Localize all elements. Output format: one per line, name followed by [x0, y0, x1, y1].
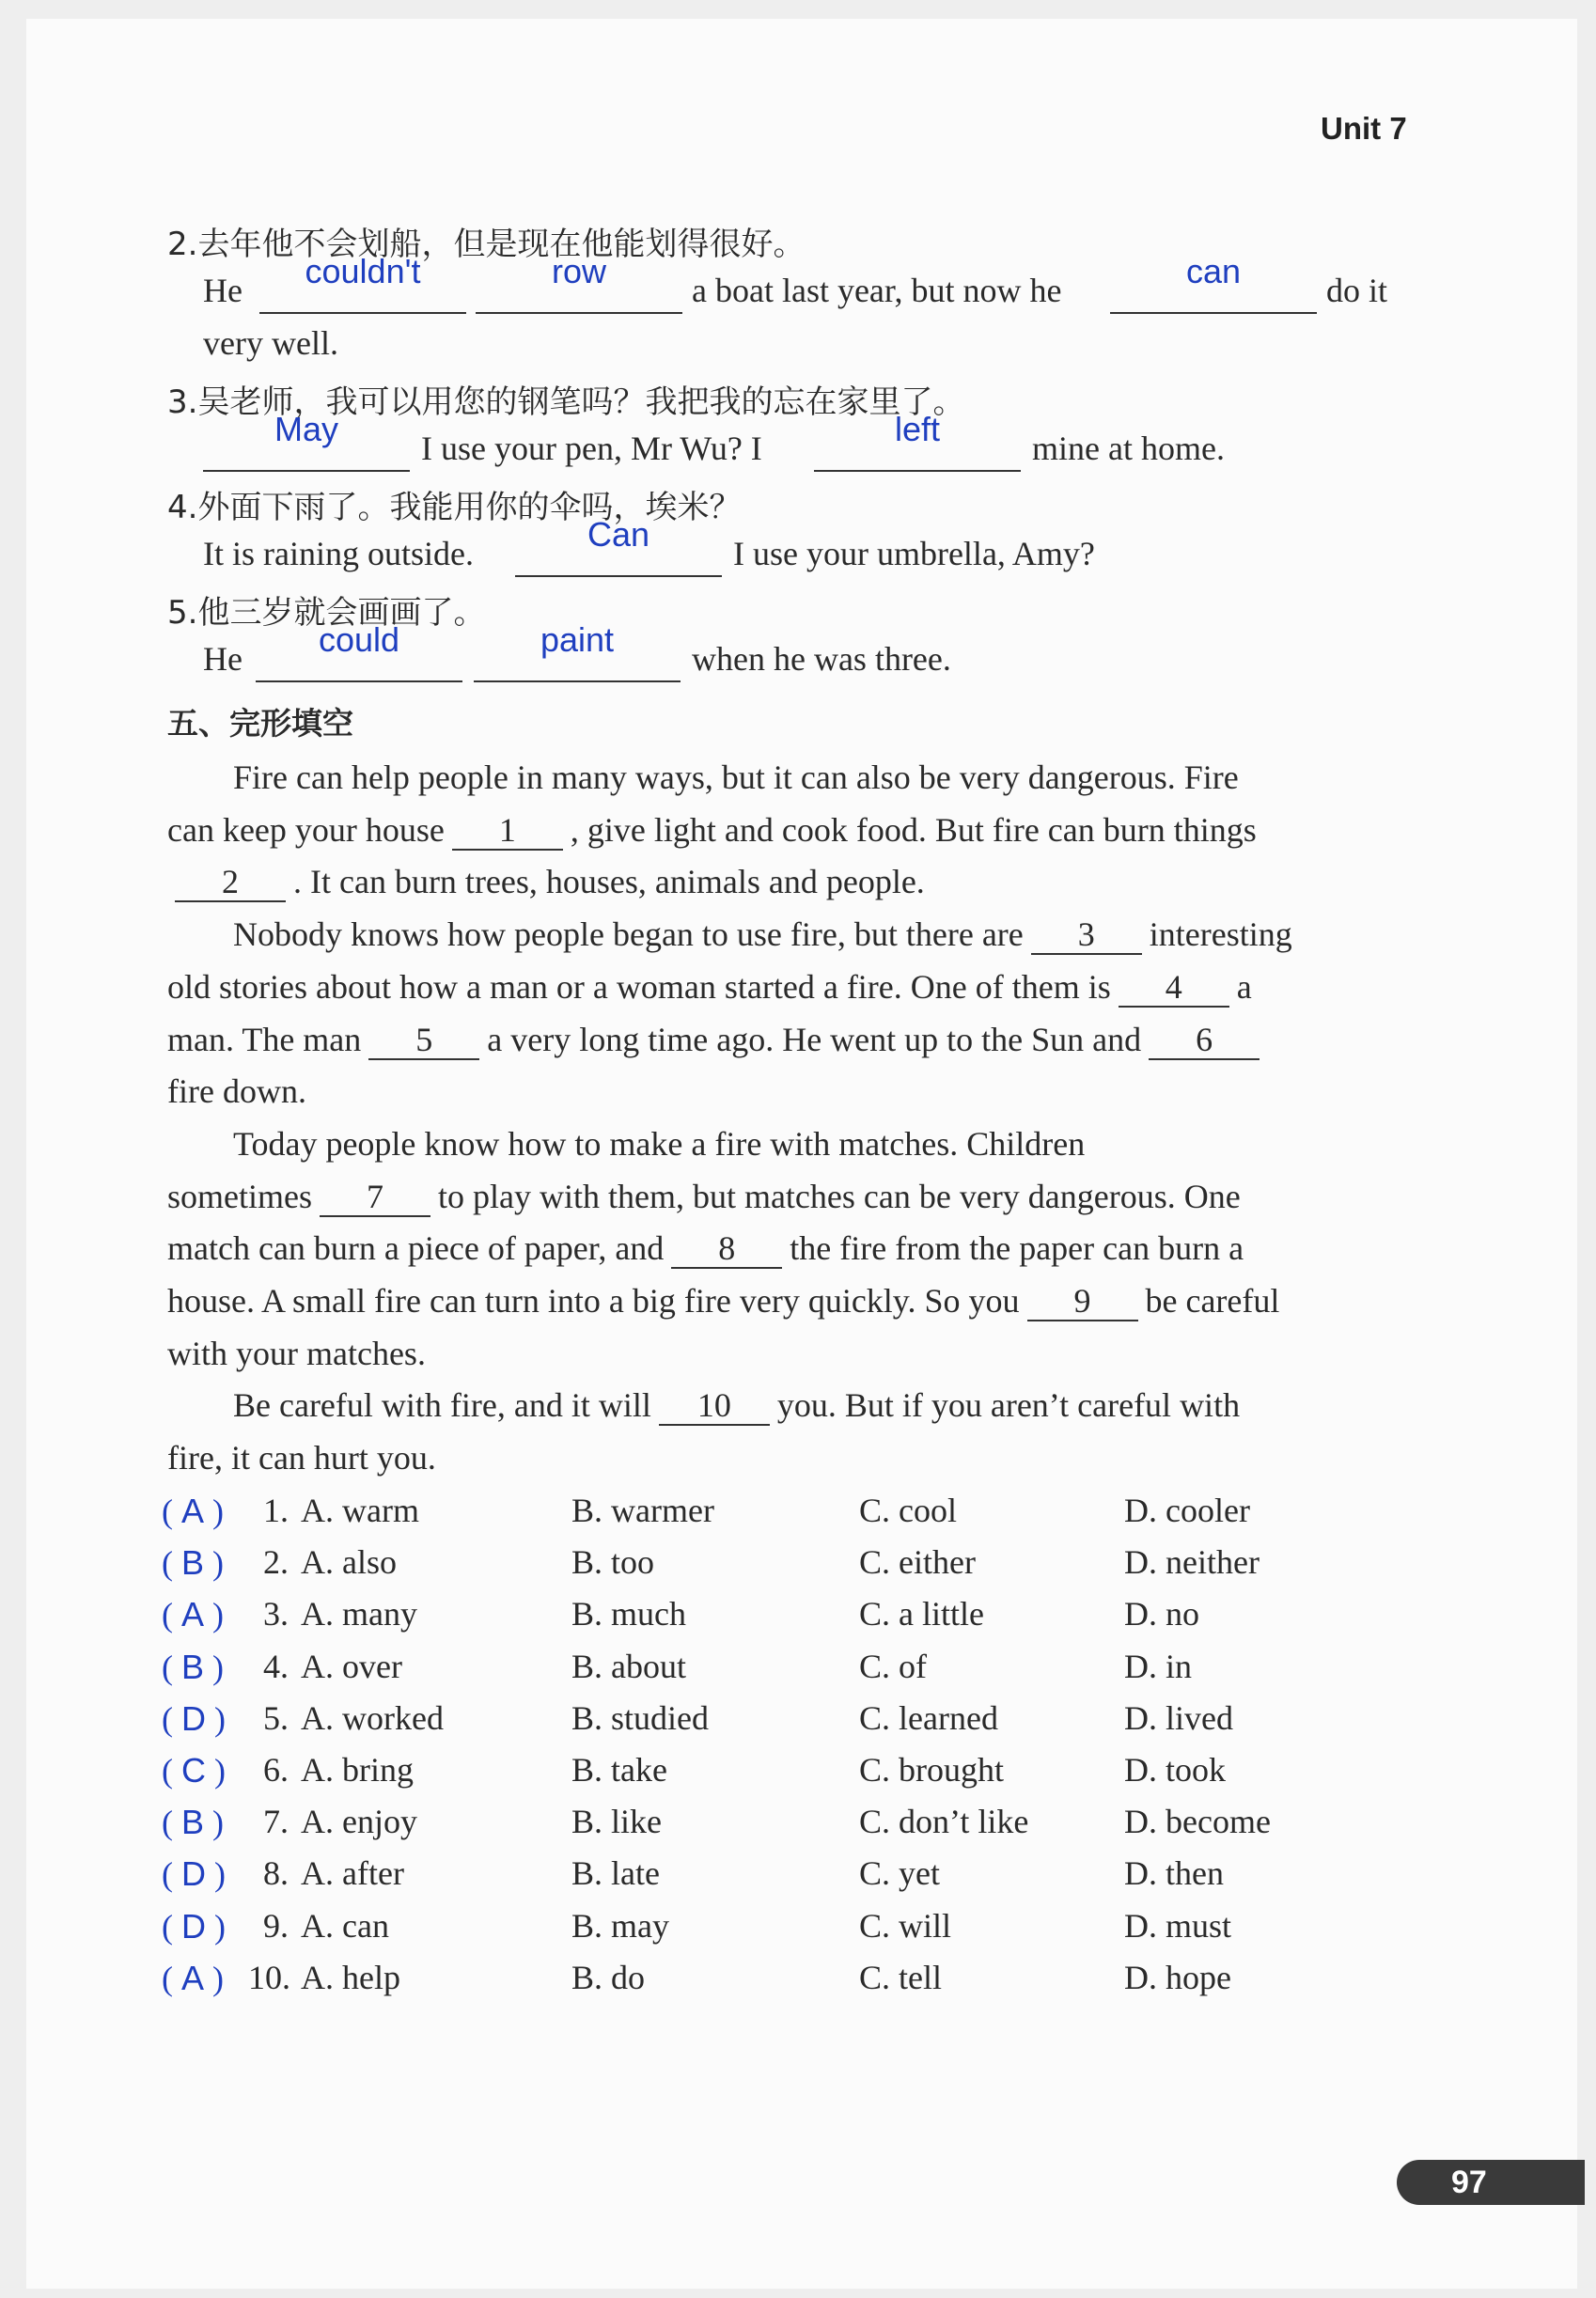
option-d[interactable]: D. hope	[1124, 1959, 1231, 1996]
item-2-blank-1[interactable]	[259, 252, 466, 314]
cloze-heading: 五、完形填空	[167, 705, 353, 742]
option-number: 3.	[263, 1595, 289, 1633]
cloze-text: you. But if you aren’t careful with	[776, 1386, 1241, 1424]
item-4-number: 4.	[167, 489, 198, 526]
cloze-text: Fire can help people in many ways, but it can also be very dangerous. Fire	[233, 758, 1239, 796]
option-row	[162, 1693, 1412, 1744]
option-number: 4.	[263, 1648, 289, 1685]
cloze-line	[167, 1177, 1241, 1217]
item-2-text-2: a boat last year, but now he	[692, 272, 1062, 309]
option-d[interactable]: D. then	[1124, 1854, 1224, 1892]
option-b[interactable]: B. about	[571, 1648, 686, 1685]
answer-choice[interactable]: ( A )	[162, 1595, 225, 1634]
option-c[interactable]: C. brought	[859, 1751, 1005, 1789]
cloze-text: a	[1236, 968, 1252, 1006]
cloze-blank-10[interactable]: 10	[659, 1386, 770, 1426]
option-number: 1.	[263, 1492, 289, 1529]
cloze-text: fire, it can hurt you.	[167, 1439, 436, 1477]
cloze-blank-1[interactable]: 1	[452, 811, 563, 851]
item-4-cn-text: 外面下雨了。我能用你的伞吗，埃米？	[197, 489, 742, 526]
option-b[interactable]: B. take	[571, 1751, 667, 1789]
cloze-line	[233, 758, 1239, 797]
cloze-text: fire down.	[167, 1072, 306, 1110]
option-row	[162, 1952, 1412, 2004]
item-5-cn-text: 他三岁就会画画了。	[197, 594, 486, 632]
cloze-text: Today people know how to make a fire with matches. Children	[233, 1125, 1086, 1163]
item-3-english	[203, 410, 1425, 476]
option-b[interactable]: B. like	[571, 1803, 662, 1840]
option-number: 10.	[248, 1959, 290, 1996]
cloze-blank-7[interactable]: 7	[320, 1178, 430, 1217]
option-a[interactable]: A. many	[301, 1595, 417, 1633]
cloze-blank-4[interactable]: 4	[1119, 968, 1229, 1008]
item-2-answer-2: row	[551, 252, 606, 290]
cloze-text: with your matches.	[167, 1335, 426, 1372]
option-row	[162, 1900, 1412, 1952]
answer-choice[interactable]: ( B )	[162, 1803, 225, 1841]
page-number: 97	[1397, 2160, 1585, 2205]
option-c[interactable]: C. don’t like	[859, 1803, 1029, 1840]
option-c[interactable]: C. either	[859, 1543, 976, 1581]
option-d[interactable]: D. lived	[1124, 1699, 1233, 1737]
cloze-blank-3[interactable]: 3	[1031, 915, 1142, 955]
cloze-blank-5[interactable]: 5	[368, 1021, 479, 1060]
item-4-text-1: It is raining outside.	[203, 535, 474, 572]
answer-choice[interactable]: ( C )	[162, 1751, 226, 1790]
option-a[interactable]: A. warm	[301, 1492, 419, 1529]
cloze-text: a very long time ago. He went up to the Sun and	[487, 1021, 1142, 1058]
cloze-line	[167, 862, 925, 902]
answer-letter: D	[181, 1699, 206, 1738]
cloze-text: match can burn a piece of paper, and	[167, 1229, 665, 1267]
answer-choice[interactable]: ( A )	[162, 1492, 225, 1530]
item-2-answer-1: couldn't	[305, 252, 421, 290]
item-2-blank-3[interactable]	[1110, 252, 1317, 314]
option-a[interactable]: A. also	[301, 1543, 397, 1581]
option-row	[162, 1485, 1412, 1537]
cloze-text: to play with them, but matches can be very dangerous. One	[437, 1178, 1241, 1215]
answer-choice[interactable]: ( D )	[162, 1699, 226, 1738]
option-c[interactable]: C. a little	[859, 1595, 984, 1633]
option-c[interactable]: C. yet	[859, 1854, 940, 1892]
answer-letter: A	[181, 1492, 205, 1530]
option-d[interactable]: D. in	[1124, 1648, 1192, 1685]
option-number: 2.	[263, 1543, 289, 1581]
option-d[interactable]: D. neither	[1124, 1543, 1260, 1581]
option-b[interactable]: B. warmer	[571, 1492, 714, 1529]
item-2-tail: very well.	[203, 324, 338, 362]
option-c[interactable]: C. will	[859, 1907, 952, 1945]
answer-choice[interactable]: ( A )	[162, 1959, 225, 1997]
item-2-blank-2[interactable]	[476, 252, 682, 314]
option-a[interactable]: A. worked	[301, 1699, 444, 1737]
cloze-text: Nobody knows how people began to use fire, but there are	[233, 915, 1024, 953]
item-5-answer-2: paint	[540, 620, 615, 659]
option-d[interactable]: D. become	[1124, 1803, 1271, 1840]
option-d[interactable]: D. must	[1124, 1907, 1232, 1945]
option-number: 5.	[263, 1699, 289, 1737]
answer-letter: B	[181, 1648, 205, 1686]
option-a[interactable]: A. over	[301, 1648, 402, 1685]
cloze-line	[167, 1334, 426, 1373]
option-c[interactable]: C. learned	[859, 1699, 998, 1737]
option-a[interactable]: A. after	[301, 1854, 404, 1892]
answer-choice[interactable]: ( D )	[162, 1854, 226, 1893]
cloze-line	[167, 1228, 1244, 1269]
option-number: 8.	[263, 1854, 289, 1892]
item-5-answer-1: could	[318, 620, 400, 659]
answer-letter: B	[181, 1803, 205, 1841]
cloze-line	[167, 967, 1252, 1008]
option-c[interactable]: C. tell	[859, 1959, 942, 1996]
option-b[interactable]: B. studied	[571, 1699, 710, 1737]
option-b[interactable]: B. too	[571, 1543, 655, 1581]
cloze-text: Be careful with fire, and it will	[233, 1386, 651, 1424]
answer-letter: A	[181, 1595, 205, 1634]
answer-letter: D	[181, 1907, 206, 1946]
option-row	[162, 1848, 1412, 1899]
cloze-blank-9[interactable]: 9	[1027, 1282, 1138, 1321]
option-d[interactable]: D. no	[1124, 1595, 1199, 1633]
cloze-line	[233, 1124, 1085, 1164]
option-c[interactable]: C. cool	[859, 1492, 957, 1529]
item-3-answer-2: left	[894, 410, 941, 448]
item-5-text-1: He	[203, 640, 243, 678]
unit-header: Unit 7	[1321, 111, 1407, 146]
cloze-line	[167, 1438, 436, 1477]
option-row	[162, 1641, 1412, 1693]
cloze-line	[167, 810, 1257, 851]
option-d[interactable]: D. cooler	[1124, 1492, 1250, 1529]
cloze-text: man. The man	[167, 1021, 362, 1058]
option-c[interactable]: C. of	[859, 1648, 927, 1685]
cloze-text: be careful	[1145, 1282, 1280, 1320]
item-3-text-1: I use your pen, Mr Wu? I	[421, 430, 762, 467]
item-4-text-2: I use your umbrella, Amy?	[733, 535, 1095, 572]
cloze-text: . It can burn trees, houses, animals and people.	[293, 863, 925, 900]
option-b[interactable]: B. do	[571, 1959, 646, 1996]
item-3-text-2: mine at home.	[1032, 430, 1225, 467]
item-4-blank-1[interactable]	[515, 515, 722, 577]
cloze-line	[233, 915, 1292, 955]
answer-choice[interactable]: ( B )	[162, 1648, 225, 1686]
item-3-number: 3.	[167, 383, 198, 421]
option-a[interactable]: A. enjoy	[301, 1803, 417, 1840]
answer-choice[interactable]: ( D )	[162, 1907, 226, 1946]
option-b[interactable]: B. much	[571, 1595, 686, 1633]
item-2-answer-3: can	[1185, 252, 1242, 290]
option-row	[162, 1588, 1412, 1640]
option-number: 7.	[263, 1803, 289, 1840]
cloze-blank-2[interactable]: 2	[175, 863, 286, 902]
item-4-answer-1: Can	[587, 515, 650, 554]
option-number: 9.	[263, 1907, 289, 1945]
option-b[interactable]: B. may	[571, 1907, 669, 1945]
cloze-text: the fire from the paper can burn a	[790, 1229, 1244, 1267]
answer-letter: A	[181, 1959, 205, 1997]
option-a[interactable]: A. bring	[301, 1751, 414, 1789]
cloze-text: old stories about how a man or a woman started a fire. One of them is	[167, 968, 1111, 1006]
item-2-number: 2.	[167, 226, 198, 263]
cloze-blank-6[interactable]: 6	[1149, 1021, 1260, 1060]
answer-letter: C	[181, 1751, 206, 1790]
cloze-text: , give light and cook food. But fire can burn things	[570, 811, 1257, 849]
option-a[interactable]: A. help	[301, 1959, 400, 1996]
item-2-text-1: He	[203, 272, 243, 309]
cloze-text: can keep your house	[167, 811, 445, 849]
item-2-text-3: do it	[1326, 272, 1388, 309]
item-5-blank-1[interactable]	[256, 620, 462, 682]
cloze-blank-8[interactable]: 8	[671, 1229, 782, 1269]
item-3-blank-1[interactable]	[203, 410, 410, 472]
answer-letter: B	[181, 1543, 205, 1582]
cloze-line	[167, 1020, 1267, 1060]
item-3-cn-text: 吴老师，我可以用您的钢笔吗？我把我的忘在家里了。	[197, 383, 965, 421]
option-b[interactable]: B. late	[571, 1854, 660, 1892]
option-row	[162, 1744, 1412, 1796]
option-row	[162, 1537, 1412, 1588]
answer-letter: D	[181, 1854, 206, 1893]
item-5-blank-2[interactable]	[474, 620, 681, 682]
answer-choice[interactable]: ( B )	[162, 1543, 225, 1582]
option-number: 6.	[263, 1751, 289, 1789]
item-5-number: 5.	[167, 594, 198, 632]
item-3-blank-2[interactable]	[814, 410, 1021, 472]
option-a[interactable]: A. can	[301, 1907, 389, 1945]
cloze-text: house. A small fire can turn into a big fire very quickly. So you	[167, 1282, 1020, 1320]
item-2-english	[203, 252, 1425, 318]
item-2-cn-text: 去年他不会划船，但是现在他能划得很好。	[197, 226, 806, 263]
cloze-text: sometimes	[167, 1178, 312, 1215]
cloze-line	[233, 1385, 1240, 1426]
cloze-line	[167, 1071, 306, 1111]
item-5-english	[203, 620, 1425, 686]
cloze-line	[167, 1281, 1279, 1321]
item-4-english	[203, 515, 1425, 581]
cloze-text: interesting	[1149, 915, 1292, 953]
option-d[interactable]: D. took	[1124, 1751, 1226, 1789]
option-row	[162, 1796, 1412, 1848]
item-3-answer-1: May	[274, 410, 338, 448]
item-5-text-2: when he was three.	[692, 640, 951, 678]
